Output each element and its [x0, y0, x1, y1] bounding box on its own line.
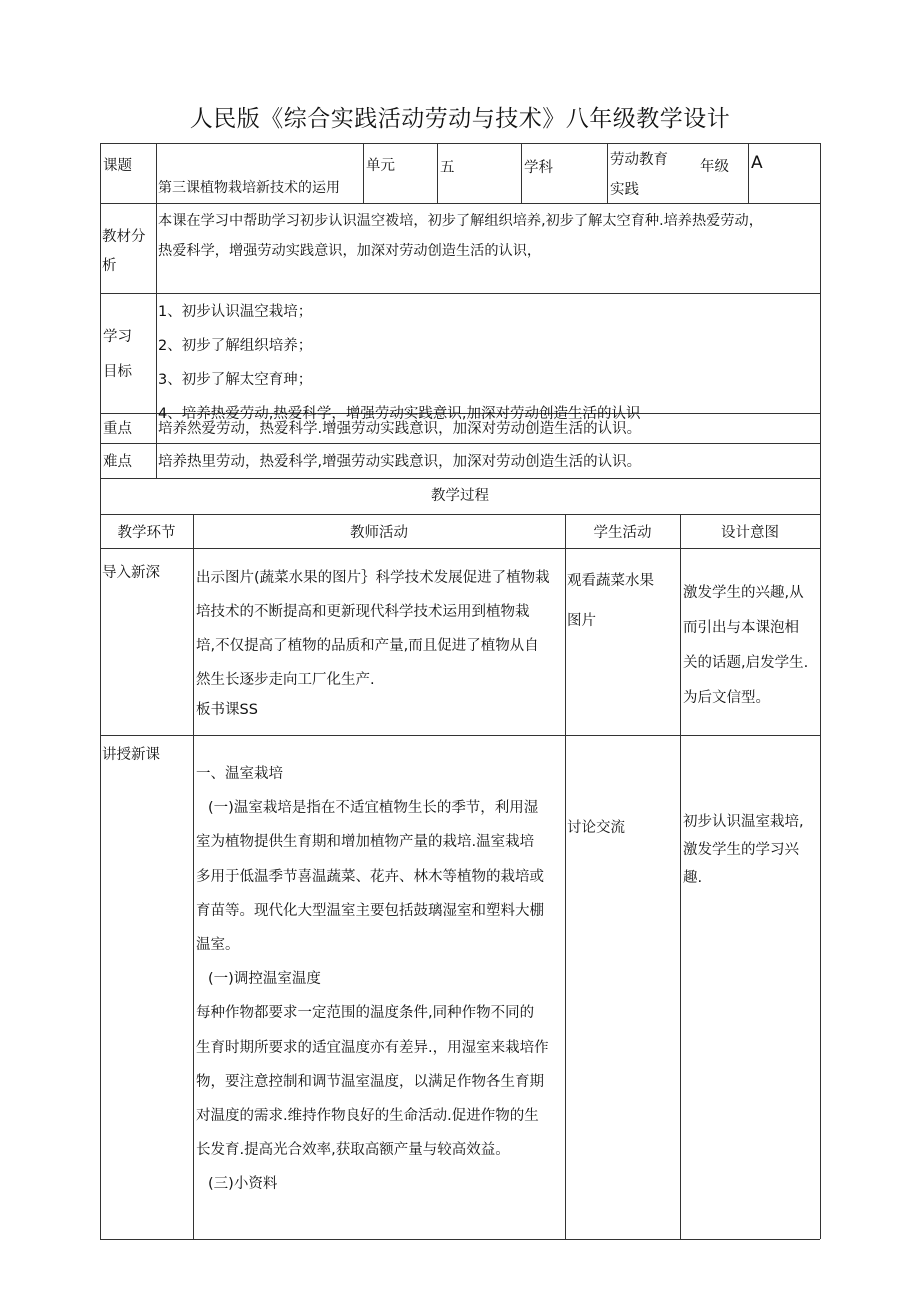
- subject-value-line2: 实践: [610, 182, 639, 198]
- intent-line: 为后文信型。: [683, 690, 770, 706]
- design-intent-intro: [683, 576, 808, 716]
- teacher-line: 每种作物都要求一定范围的温度条件,同种作物不同的: [196, 1005, 535, 1022]
- teacher-line: (一)温室栽培是指在不适宜植物生长的季节，利用湿: [208, 800, 539, 817]
- teacher-activity-intro: [196, 561, 550, 723]
- teacher-line: 物，要注意控制和调节温室温度，以满足作物各生育期: [196, 1073, 544, 1090]
- goal-item-2: 2、初步了解组织培养；: [158, 338, 313, 354]
- intent-line: 激发学生的兴趣,从: [683, 585, 804, 601]
- teacher-line: 对温度的需求.维持作物良好的生命活动.促进作物的生: [196, 1108, 539, 1125]
- goal-item-4: 4、培养热爱劳动,热爱科学，增强劳动实践意识,加深对劳动创造生活的认识: [158, 406, 641, 422]
- subject-value-line1: 劳动教育: [610, 152, 668, 168]
- teacher-line: 多用于低温季节喜温蔬菜、花卉、林木等植物的栽培或: [196, 868, 544, 885]
- teacher-line: (一)调控温室温度: [208, 971, 321, 988]
- teacher-activity-new-lesson: [196, 757, 549, 1202]
- teacher-line: 室为植物提供生育期和增加植物产量的栽培.温室栽培: [196, 834, 535, 851]
- intent-line: 关的话题,启发学生.: [683, 655, 809, 671]
- topic-label: 课题: [103, 158, 132, 174]
- topic-value: 第三课植物栽培新技术的运用: [158, 180, 340, 196]
- key-point-label: 重点: [103, 421, 132, 437]
- subject-label: 学科: [524, 160, 553, 176]
- page-title: 人民版《综合实践活动劳动与技术》八年级教学设计: [189, 106, 731, 132]
- intent-line: 而引出与本课泡相: [683, 620, 799, 636]
- key-point-text: 培养然爱劳动，热爱科学.增强劳动实践意识，加深对劳动创造生活的认识。: [158, 421, 642, 437]
- grade-label: 年级: [700, 159, 729, 175]
- goal-item-1: 1、初步认识温空栽培；: [158, 304, 313, 320]
- goals-label-line1: 学习: [103, 329, 132, 345]
- column-header-intent: 设计意图: [721, 525, 779, 541]
- teacher-line: 培技术的不断提高和更新现代科学技术运用到植物栽: [196, 604, 530, 620]
- stage-intro: 导入新深: [102, 565, 160, 581]
- material-label-line2: 析: [102, 258, 117, 274]
- intent-line: 趣.: [683, 870, 703, 886]
- teacher-line: 生育时期所要求的适宜温度亦有差异.，用湿室来栽培作: [196, 1039, 549, 1056]
- teacher-line: 培,不仅提高了植物的品质和产量,而且促进了植物从自: [196, 638, 539, 654]
- design-intent-new-lesson: [683, 808, 804, 892]
- difficult-point-text: 培养热里劳动，热爱科学,增强劳动实践意识，加深对劳动创造生活的认识。: [158, 454, 642, 470]
- material-label-line1: 教材分: [102, 229, 146, 245]
- material-line-1: 本课在学习中帮助学习初步认识温空袯培，初步了解组织培养,初步了解太空育种.培养热爱劳动，: [158, 213, 763, 229]
- teacher-line: (三)小资料: [208, 1176, 278, 1193]
- student-activity-intro: [567, 561, 654, 641]
- teacher-line: 温室。: [196, 937, 240, 954]
- column-header-student: 学生活动: [593, 525, 652, 541]
- teacher-line: 出示图片(蔬菜水果的图片｝科学技术发展促进了植物栽: [196, 570, 550, 586]
- goal-item-3: 3、初步了解太空育珅；: [158, 372, 313, 388]
- stage-new-lesson: 讲授新课: [102, 747, 160, 763]
- column-header-teacher: 教师活动: [350, 525, 408, 541]
- process-heading: 教学过程: [431, 488, 489, 504]
- difficult-point-label: 难点: [103, 454, 132, 470]
- grade-value: A: [751, 153, 763, 173]
- intent-line: 激发学生的学习兴: [683, 842, 799, 858]
- goals-label-line2: 目标: [103, 364, 132, 380]
- student-activity-new-lesson: 讨论交流: [567, 820, 625, 836]
- teacher-line: 一、温室栽培: [196, 766, 283, 782]
- teacher-line: 板书课SS: [196, 702, 258, 718]
- unit-label: 单元: [366, 158, 395, 174]
- teacher-line: 长发育.提高光合效率,获取高额产量与较高效益。: [196, 1142, 510, 1159]
- goal-item-4-clipped: [158, 402, 818, 422]
- material-line-2: 热爱科学，增强劳动实践意识，加深对劳动创造生活的认识，: [158, 243, 542, 259]
- column-header-stage: 教学环节: [117, 525, 176, 541]
- unit-value: 五: [440, 160, 455, 176]
- student-line: 观看蔬菜水果: [567, 573, 654, 589]
- teacher-line: 然生长逐步走向工厂化生产.: [196, 672, 375, 688]
- intent-line: 初步认识温室栽培,: [683, 814, 804, 830]
- teacher-line: 育苗等。现代化大型温室主要包括鼓璃湿室和塑料大棚: [196, 902, 544, 919]
- student-line: 图片: [567, 613, 596, 629]
